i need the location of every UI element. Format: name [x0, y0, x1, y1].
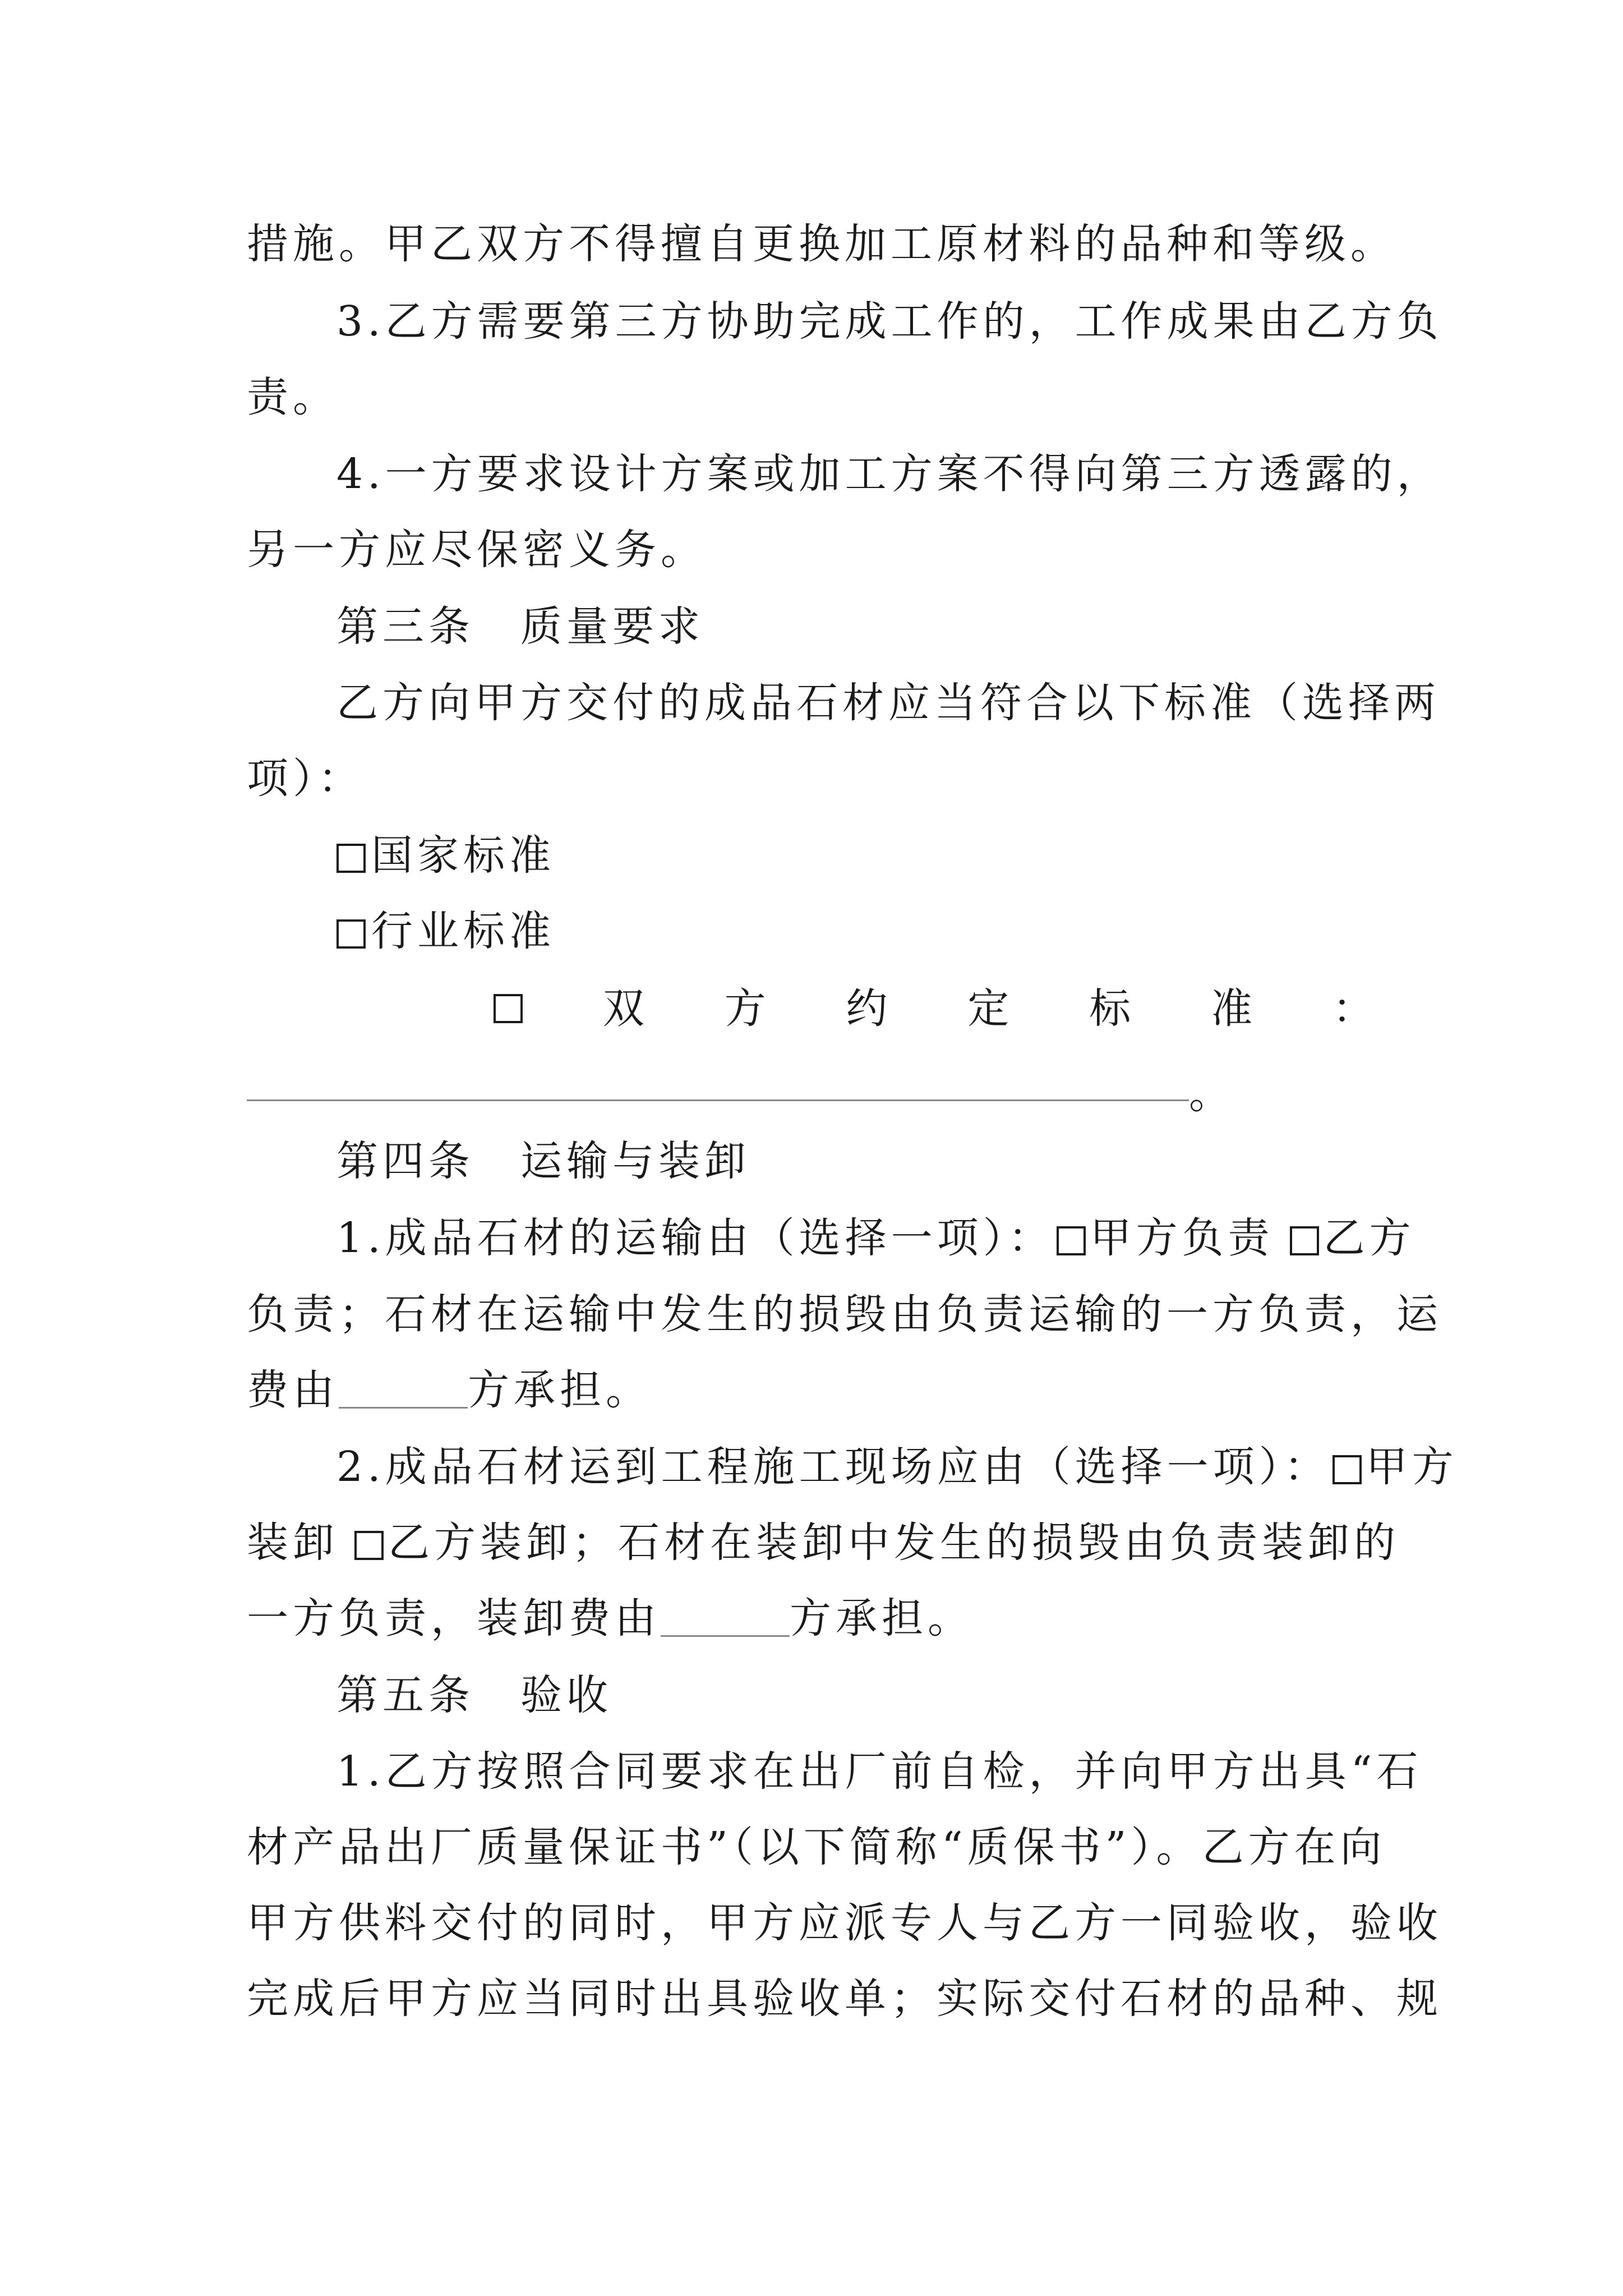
agreed-standard-blank[interactable] — [247, 1099, 1189, 1101]
checkbox-icon[interactable] — [336, 919, 366, 949]
clause-text: 一方负责，装卸费由 — [247, 1594, 661, 1642]
spread-char: 标 — [1089, 984, 1131, 1033]
option-label: 乙方 — [1323, 1214, 1415, 1262]
clause-text: 1.成品石材的运输由（选择一项）： — [336, 1214, 1054, 1262]
paragraph-line: 措施。甲乙双方不得擅自更换加工原材料的品种和等级。 — [247, 220, 1396, 268]
clause-2-4-line-2: 另一方应尽保密义务。 — [247, 526, 707, 574]
clause-5-1-line-3: 甲方供料交付的同时，甲方应派专人与乙方一同验收，验收 — [247, 1899, 1442, 1947]
article-3-heading: 第三条 质量要求 — [336, 602, 704, 651]
checkbox-icon[interactable] — [336, 844, 366, 873]
clause-4-1-line-1 — [336, 1210, 1415, 1266]
checkbox-icon[interactable] — [354, 1531, 384, 1560]
option-label: 国家标准 — [371, 831, 555, 880]
clause-text: 方承担。 — [468, 1366, 652, 1414]
clause-text: 2.成品石材运到工程施工现场应由（选择一项）： — [336, 1443, 1330, 1491]
spread-char: 约 — [846, 984, 888, 1033]
clause-5-1-line-4: 完成后甲方应当同时出具验收单；实际交付石材的品种、规 — [247, 1975, 1442, 2023]
option-agreed-standard[interactable] — [494, 981, 1374, 1037]
clause-4-2-line-1 — [336, 1439, 1458, 1495]
clause-2-3-line-1: 3.乙方需要第三方协助完成工作的，工作成果由乙方负 — [336, 297, 1443, 346]
clause-text: 方承担。 — [790, 1594, 974, 1642]
article-4-heading: 第四条 运输与装卸 — [336, 1137, 750, 1185]
option-industry-standard[interactable] — [336, 903, 555, 959]
spread-char: ： — [1332, 984, 1374, 1033]
option-national-standard[interactable] — [336, 827, 555, 884]
clause-2-3-line-2: 责。 — [247, 373, 339, 421]
option-label: 装卸 — [247, 1519, 339, 1567]
clause-4-2-line-2 — [247, 1515, 1400, 1571]
spread-char: 准 — [1211, 984, 1253, 1033]
fill-blank[interactable] — [661, 1596, 790, 1637]
clause-4-2-line-3 — [247, 1590, 1391, 1646]
clause-text: 费由 — [247, 1366, 339, 1414]
fill-blank[interactable] — [339, 1368, 468, 1409]
option-label: 行业标准 — [371, 907, 555, 955]
clause-text: 乙方装卸；石材在装卸中发生的损毁由负责装卸的 — [388, 1519, 1400, 1567]
clause-4-1-line-2: 负责；石材在运输中发生的损毁由负责运输的一方负责，运 — [247, 1290, 1442, 1338]
period-mark: 。 — [1189, 1070, 1230, 1118]
clause-4-1-line-3 — [247, 1362, 1391, 1418]
article-5-heading: 第五条 验收 — [336, 1671, 612, 1719]
clause-5-1-line-2: 材产品出厂质量保证书”（以下简称“质保书”）。乙方在向 — [247, 1823, 1386, 1871]
checkbox-icon[interactable] — [1332, 1455, 1362, 1484]
spread-char: 定 — [967, 984, 1009, 1033]
article-3-body-line-1: 乙方向甲方交付的成品石材应当符合以下标准（选择两 — [336, 679, 1440, 727]
clause-5-1-line-1: 1.乙方按照合同要求在出厂前自检，并向甲方出具“石 — [336, 1747, 1423, 1796]
checkbox-icon[interactable] — [1290, 1226, 1319, 1255]
spread-char: 方 — [724, 984, 766, 1033]
option-label: 甲方 — [1366, 1443, 1458, 1491]
option-label: 甲方负责 — [1090, 1214, 1274, 1262]
spread-char: 双 — [602, 984, 644, 1033]
clause-2-4-line-1: 4.一方要求设计方案或加工方案不得向第三方透露的， — [336, 450, 1443, 498]
checkbox-icon[interactable] — [494, 994, 523, 1023]
article-3-body-line-2: 项）： — [247, 754, 364, 803]
checkbox-icon[interactable] — [1057, 1226, 1086, 1255]
